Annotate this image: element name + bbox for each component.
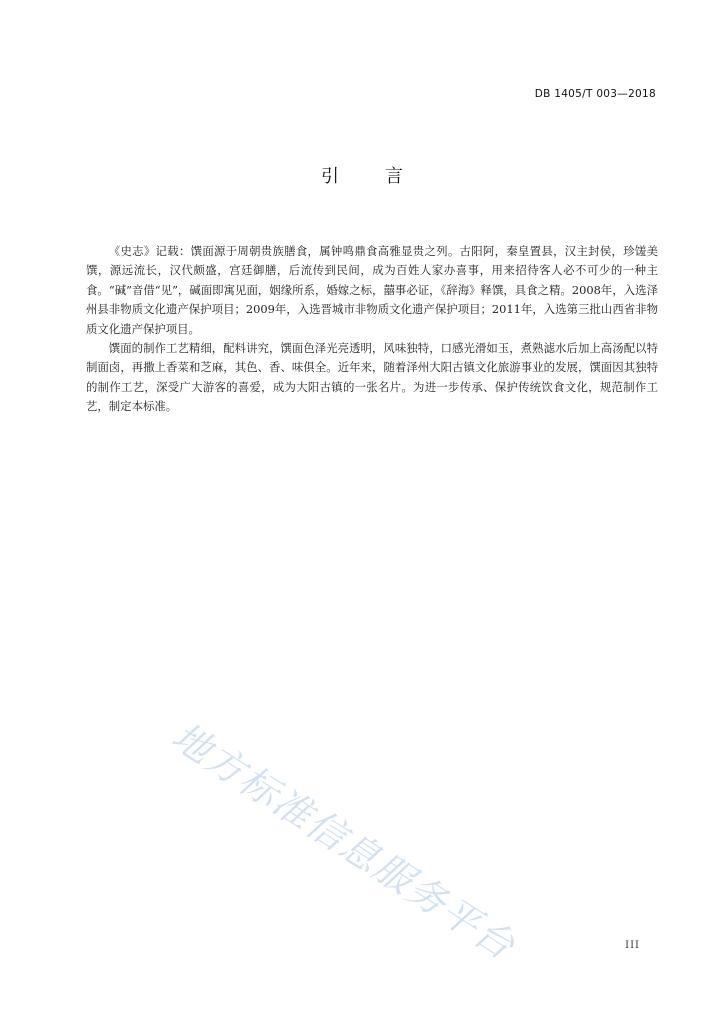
section-title	[0, 162, 724, 188]
paragraph-history: 《史志》记载：馔面源于周朝贵族膳食，属钟鸣鼎食高雅显贵之列。古阳阿，秦皇置县，汉主封侯，珍馐美馔，源远流长，汉代颇盛，宫廷御膳，后流传到民间，成为百姓人家办喜事，用来招待客人必不可少的一种主食。“碱”音借“见”，碱面即寓见面，姻缘所系，婚嫁之标，囍事必证，《辞海》释馔，具食之精。2008年，入选泽州县非物质文化遗产保护项目；2009年，入选晋城市非物质文化遗产保护项目；2011年，入选第三批山西省非物质文化遗产保护项目。	[86, 244, 658, 336]
introduction-body	[86, 242, 658, 417]
title-char-1: 引	[321, 166, 339, 187]
page-number: III	[625, 940, 640, 951]
paragraph-craft: 馔面的制作工艺精细，配料讲究，馔面色泽光亮透明，风味独特，口感光滑如玉，煮熟滤水后加上高汤配以特制面卤，再撒上香菜和芝麻，其色、香、味俱全。近年来，随着泽州大阳古镇文化旅游事业的发展，馔面因其独特的制作工艺，深受广大游客的喜爱，成为大阳古镇的一张名片。为进一步传承、保护传统饮食文化，规范制作工艺，制定本标准。	[86, 341, 658, 414]
watermark: 地方标准信息服务平台	[164, 713, 524, 969]
document-code: DB 1405/T 003—2018	[534, 88, 656, 100]
title-char-2: 言	[385, 166, 403, 187]
